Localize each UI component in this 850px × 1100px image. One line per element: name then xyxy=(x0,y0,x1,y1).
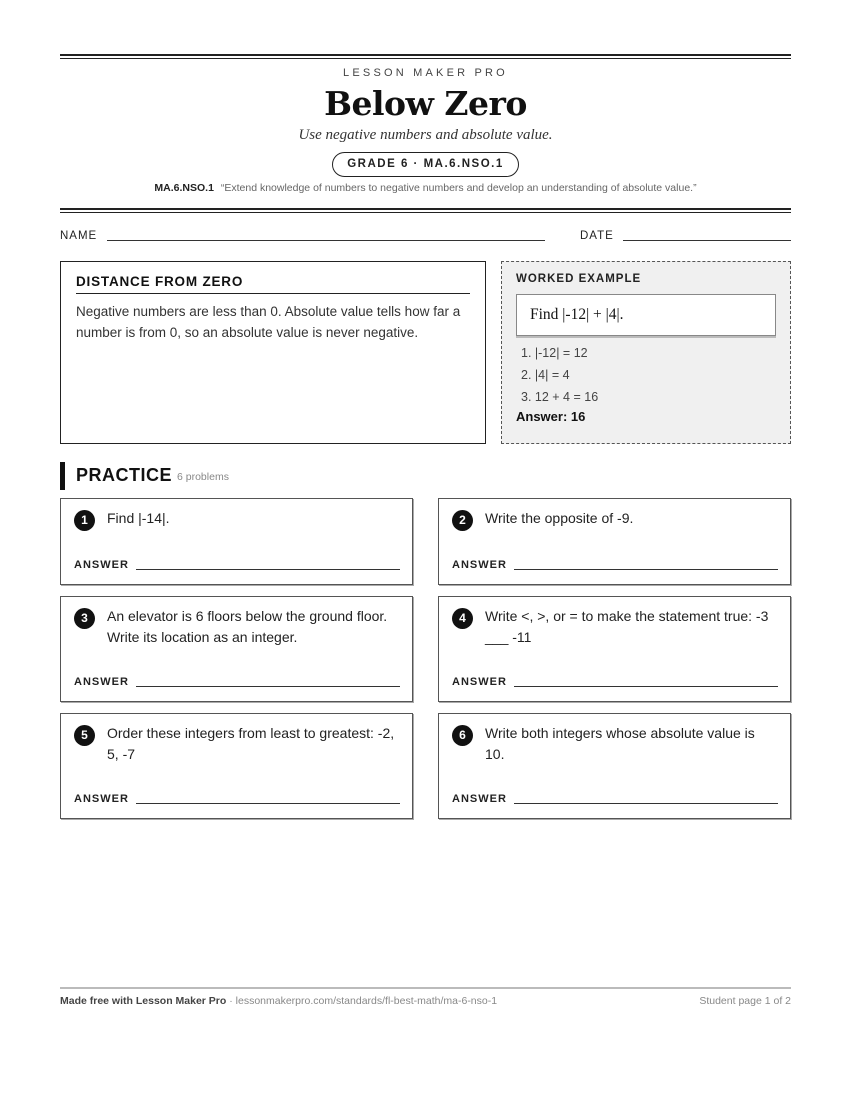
problem-text: Order these integers from least to greatest: -2, 5, -7 xyxy=(107,725,395,762)
problem-text: Write both integers whose absolute value is 10. xyxy=(485,725,755,762)
standard-description xyxy=(60,182,791,194)
problem-number: 1 xyxy=(74,510,95,531)
footer-url: · lessonmakerpro.com/standards/fl-best-math/ma-6-nso-1 xyxy=(226,995,498,1007)
answer-label: ANSWER xyxy=(74,676,129,688)
problem-number: 2 xyxy=(452,510,473,531)
page-subtitle: Use negative numbers and absolute value. xyxy=(298,127,553,143)
worked-example-steps xyxy=(516,342,776,408)
worksheet-page xyxy=(60,0,791,1100)
worked-example-problem: Find |-12| + |4|. xyxy=(516,294,776,336)
answer-label: ANSWER xyxy=(452,793,507,805)
problem-card-1 xyxy=(60,498,413,585)
worked-example-box xyxy=(501,261,791,444)
answer-field[interactable] xyxy=(136,686,400,687)
practice-accent-bar xyxy=(60,462,65,490)
answer-field[interactable] xyxy=(514,686,778,687)
problem-card-4 xyxy=(438,596,791,702)
footer-credit xyxy=(60,995,497,1007)
problem-number: 3 xyxy=(74,608,95,629)
problem-text: An elevator is 6 floors below the ground floor. Write its location as an integer. xyxy=(107,608,388,645)
problem-text: Write <, >, or = to make the statement true: -3 ___ -11 xyxy=(485,608,769,645)
name-field[interactable] xyxy=(107,240,545,241)
concept-box xyxy=(60,261,486,444)
worked-example-heading: WORKED EXAMPLE xyxy=(516,273,642,285)
standard-text: “Extend knowledge of numbers to negative numbers and develop an understanding of absolute value.” xyxy=(220,182,697,194)
problem-card-3 xyxy=(60,596,413,702)
header-bottom-rule xyxy=(60,208,791,213)
header-top-rule xyxy=(60,54,791,59)
student-fields xyxy=(60,229,791,245)
worked-example-step: 1. |-12| = 12 xyxy=(521,346,588,360)
problem-card-2 xyxy=(438,498,791,585)
page-title: Below Zero xyxy=(324,84,527,123)
worked-example-step: 3. 12 + 4 = 16 xyxy=(521,390,599,404)
worked-example-step: 2. |4| = 4 xyxy=(521,368,570,382)
name-label: NAME xyxy=(60,230,98,242)
problem-card-6 xyxy=(438,713,791,819)
date-field[interactable] xyxy=(623,240,791,241)
answer-label: ANSWER xyxy=(452,559,507,571)
grade-pill-row xyxy=(60,152,791,177)
answer-label: ANSWER xyxy=(74,793,129,805)
answer-field[interactable] xyxy=(514,803,778,804)
problem-text: Write the opposite of -9. xyxy=(485,510,634,526)
concept-heading: DISTANCE FROM ZERO xyxy=(76,274,470,294)
answer-field[interactable] xyxy=(514,569,778,570)
footer-rule xyxy=(60,987,791,989)
problem-text: Find |-14|. xyxy=(107,510,170,526)
problem-number: 6 xyxy=(452,725,473,746)
practice-title: PRACTICE xyxy=(76,465,173,485)
answer-label: ANSWER xyxy=(452,676,507,688)
practice-count: 6 problems xyxy=(177,471,229,483)
problem-number: 5 xyxy=(74,725,95,746)
concept-text: Negative numbers are less than 0. Absolute value tells how far a number is from 0, so an absolute value is never negative. xyxy=(76,304,461,340)
brand-name: LESSON MAKER PRO xyxy=(343,67,508,79)
grade-badge: GRADE 6 · MA.6.NSO.1 xyxy=(332,152,519,177)
answer-field[interactable] xyxy=(136,569,400,570)
standard-code: MA.6.NSO.1 xyxy=(154,182,214,194)
answer-field[interactable] xyxy=(136,803,400,804)
problem-card-5 xyxy=(60,713,413,819)
footer-page-number: Student page 1 of 2 xyxy=(699,995,791,1007)
practice-header xyxy=(60,462,791,490)
worked-example-answer: Answer: 16 xyxy=(516,409,586,424)
problem-number: 4 xyxy=(452,608,473,629)
answer-label: ANSWER xyxy=(74,559,129,571)
date-label: DATE xyxy=(580,230,614,242)
footer-made-with: Made free with Lesson Maker Pro xyxy=(60,995,227,1007)
